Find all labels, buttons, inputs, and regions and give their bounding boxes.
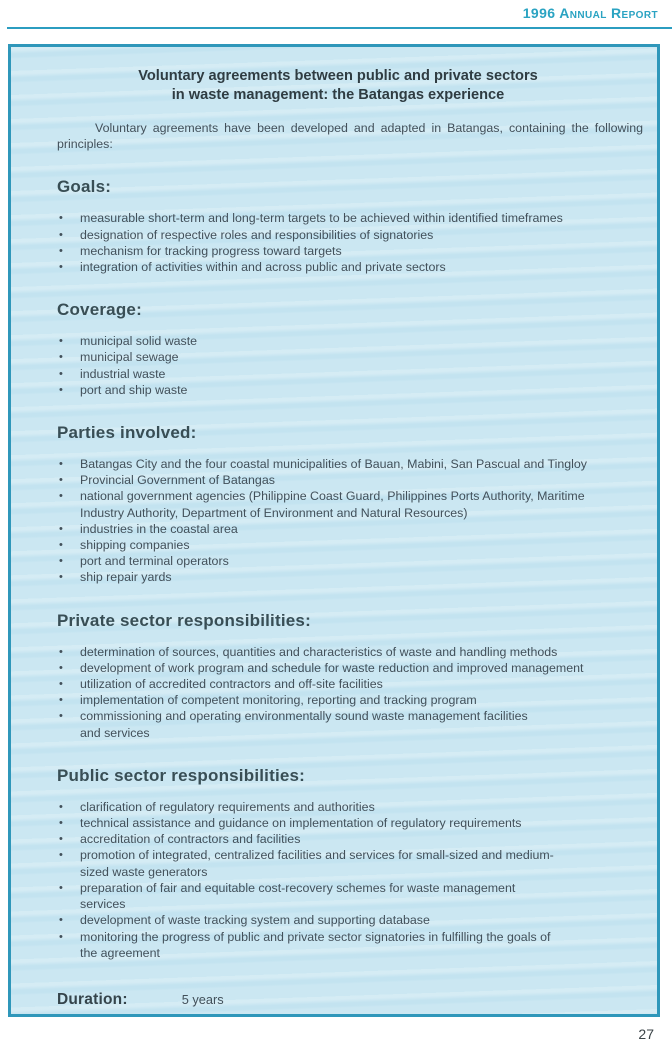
bullet-item: • Provincial Government of Batangas [57,472,649,488]
bullet-item: • ship repair yards [57,569,649,585]
bullet-item: • national government agencies (Philippine Coast Guard, Philippines Ports Authority, Maritime Industry Authority, Department of Environment and Natural Resources) [57,488,602,520]
duration-value: 5 years [181,991,224,1007]
bullet-item: • determination of sources, quantities and characteristics of waste and handling methods [57,644,649,660]
duration-row [57,991,649,1009]
section-heading: Goals: [57,177,112,197]
panel-title-line1: Voluntary agreements between public and private sectors [138,68,538,84]
bullet-item: • municipal solid waste [57,333,649,349]
bullet-item: • clarification of regulatory requirements and authorities [57,799,649,815]
bullet-item: • industrial waste [57,366,649,382]
intro-paragraph: Voluntary agreements have been developed and adapted in Batangas, containing the following principles: [57,121,643,152]
bullet-item: • technical assistance and guidance on implementation of regulatory requirements [57,815,649,831]
private-sector-list [57,644,649,741]
bullet-item: • preparation of fair and equitable cost-recovery schemes for waste management services [57,880,517,912]
section-heading: Private sector responsibilities: [57,610,311,630]
bullet-item: • port and terminal operators [57,553,649,569]
bullet-item: • Batangas City and the four coastal municipalities of Bauan, Mabini, San Pascual and Tingloy [57,456,649,472]
section-coverage [57,299,649,398]
header-rule [7,27,672,29]
goals-list [57,210,649,275]
bullet-item: • integration of activities within and across public and private sectors [57,259,649,275]
bullet-item: • development of waste tracking system and supporting database [57,912,649,928]
duration-label: Duration: [57,990,128,1008]
coverage-list [57,333,649,398]
page-header [0,0,672,23]
bullet-item: • monitoring the progress of public and private sector signatories in fulfilling the goals of the agreement [57,929,567,961]
bullet-item: • utilization of accredited contractors and off-site facilities [57,676,649,692]
section-private-sector-responsibilities [57,610,649,741]
bullet-item: • implementation of competent monitoring, reporting and tracking program [57,692,649,708]
bullet-item: • municipal sewage [57,349,649,365]
section-parties-involved [57,422,649,586]
section-public-sector-responsibilities [57,765,649,961]
bullet-item: • mechanism for tracking progress toward targets [57,243,649,259]
panel-title-line2: in waste management: the Batangas experience [171,87,505,103]
section-heading: Public sector responsibilities: [57,765,306,785]
parties-list [57,456,649,586]
voluntary-agreements-panel [8,44,660,1017]
bullet-item: • industries in the coastal area [57,521,649,537]
bullet-item: • designation of respective roles and responsibilities of signatories [57,227,649,243]
section-heading: Parties involved: [57,423,197,443]
page-number: 27 [638,1026,654,1042]
panel-title [57,67,649,105]
bullet-item: • measurable short-term and long-term targets to be achieved within identified timeframes [57,210,649,226]
bullet-item: • promotion of integrated, centralized facilities and services for small-sized and medium-sized waste generators [57,847,577,879]
report-title: 1996 Annual Report [522,5,658,21]
bullet-item: • commissioning and operating environmentally sound waste management facilities and services [57,708,537,740]
bullet-item: • development of work program and schedule for waste reduction and improved management [57,660,649,676]
bullet-item: • port and ship waste [57,382,649,398]
section-goals [57,176,649,275]
section-heading: Coverage: [57,300,142,320]
bullet-item: • shipping companies [57,537,649,553]
public-sector-list [57,799,649,961]
bullet-item: • accreditation of contractors and facilities [57,831,649,847]
